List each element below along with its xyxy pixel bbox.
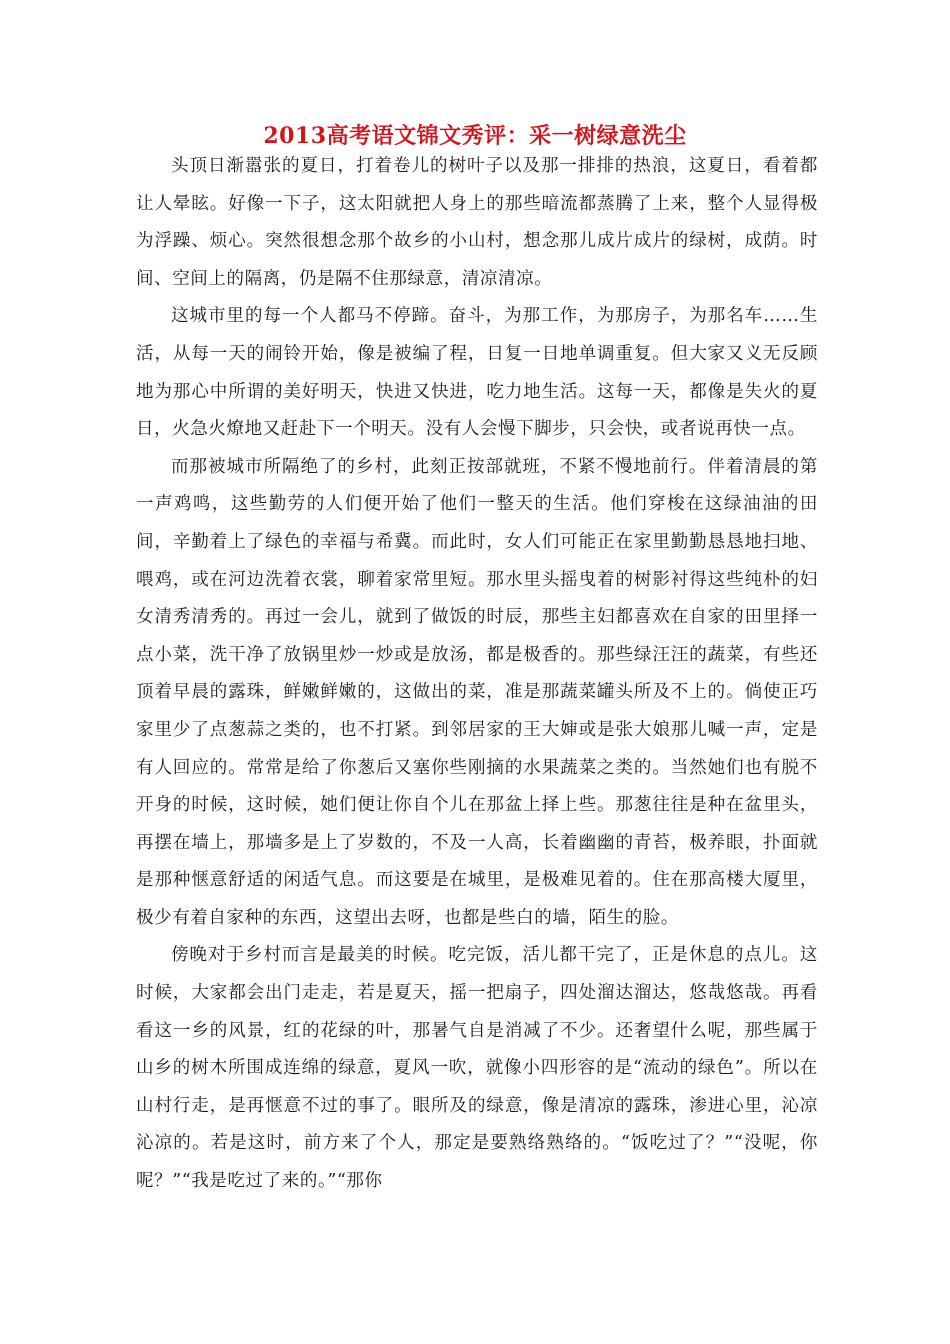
paragraph: 头顶日渐嚣张的夏日，打着卷儿的树叶子以及那一排排的热浪，这夏日，看着都让人晕眩。好像一下子，这太阳就把人身上的那些暗流都蒸腾了上来，整个人显得极为浮躁、烦心。突然很想念那个故乡的小山村，想念那儿成片成片的绿树，成荫。时间、空间上的隔离，仍是隔不住那绿意，清凉清凉。: [136, 156, 818, 289]
paragraph: 而那被城市所隔绝了的乡村，此刻正按部就班，不紧不慢地前行。伴着清晨的第一声鸡鸣，这些勤劳的人们便开始了他们一整天的生活。他们穿梭在这绿油油的田间，辛勤着上了绿色的幸福与希冀。而此时，女人们可能正在家里勤勤恳恳地扫地、喂鸡，或在河边洗着衣裳，聊着家常里短。那水里头摇曳着的树影衬得这些纯朴的妇女清秀清秀的。再过一会儿，就到了做饭的时辰，那些主妇都喜欢在自家的田里择一点小菜，洗干净了放锅里炒一炒或是放汤，都是极香的。那些绿汪汪的蔬菜，有些还顶着早晨的露珠，鲜嫩鲜嫩的，这做出的菜，准是那蔬菜罐头所及不上的。倘使正巧家里少了点葱蒜之类的，也不打紧。到邻居家的王大婶或是张大娘那儿喊一声，定是有人回应的。常常是给了你葱后又塞你些刚摘的水果蔬菜之类的。当然她们也有脱不开身的时候，这时候，她们便让你自个儿在那盆上择上些。那葱往往是种在盆里头，再摆在墙上，那墙多是上了岁数的，不及一人高，长着幽幽的青苔，极养眼，扑面就是那种惬意舒适的闲适气息。而这要是在城里，是极难见着的。住在那高楼大厦里，极少有着自家种的东西，这望出去呀，也都是些白的墙，陌生的脸。: [136, 456, 818, 928]
paragraph: 傍晚对于乡村而言是最美的时候。吃完饭，活儿都干完了，正是休息的点儿。这时候，大家都会出门走走，若是夏天，摇一把扇子，四处溜达溜达，悠哉悠哉。再看看这一乡的风景，红的花绿的叶，那暑气自是消减了不少。还奢望什么呢，那些属于山乡的树木所围成连绵的绿意，夏风一吹，就像小四形容的是“流动的绿色”。所以在山村行走，是再惬意不过的事了。眼所及的绿意，像是清凉的露珠，渗进心里，沁凉沁凉的。若是这时，前方来了个人，那定是要熟络熟络的。“饭吃过了？”“没呢，你呢？”“我是吃过了来的。”“那你: [136, 945, 818, 1192]
document-title: 2013高考语文锦文秀评：采一树绿意洗尘: [263, 123, 687, 149]
paragraph: 这城市里的每一个人都马不停蹄。奋斗，为那工作，为那房子，为那名车……生活，从每一天的闹铃开始，像是被编了程，日复一日地单调重复。但大家又义无反顾地为那心中所谓的美好明天，快进又快进，吃力地生活。这每一天，都像是失火的夏日，火急火燎地又赶赴下一个明天。没有人会慢下脚步，只会快，或者说再快一点。: [136, 306, 818, 440]
document-body: [136, 148, 818, 1201]
